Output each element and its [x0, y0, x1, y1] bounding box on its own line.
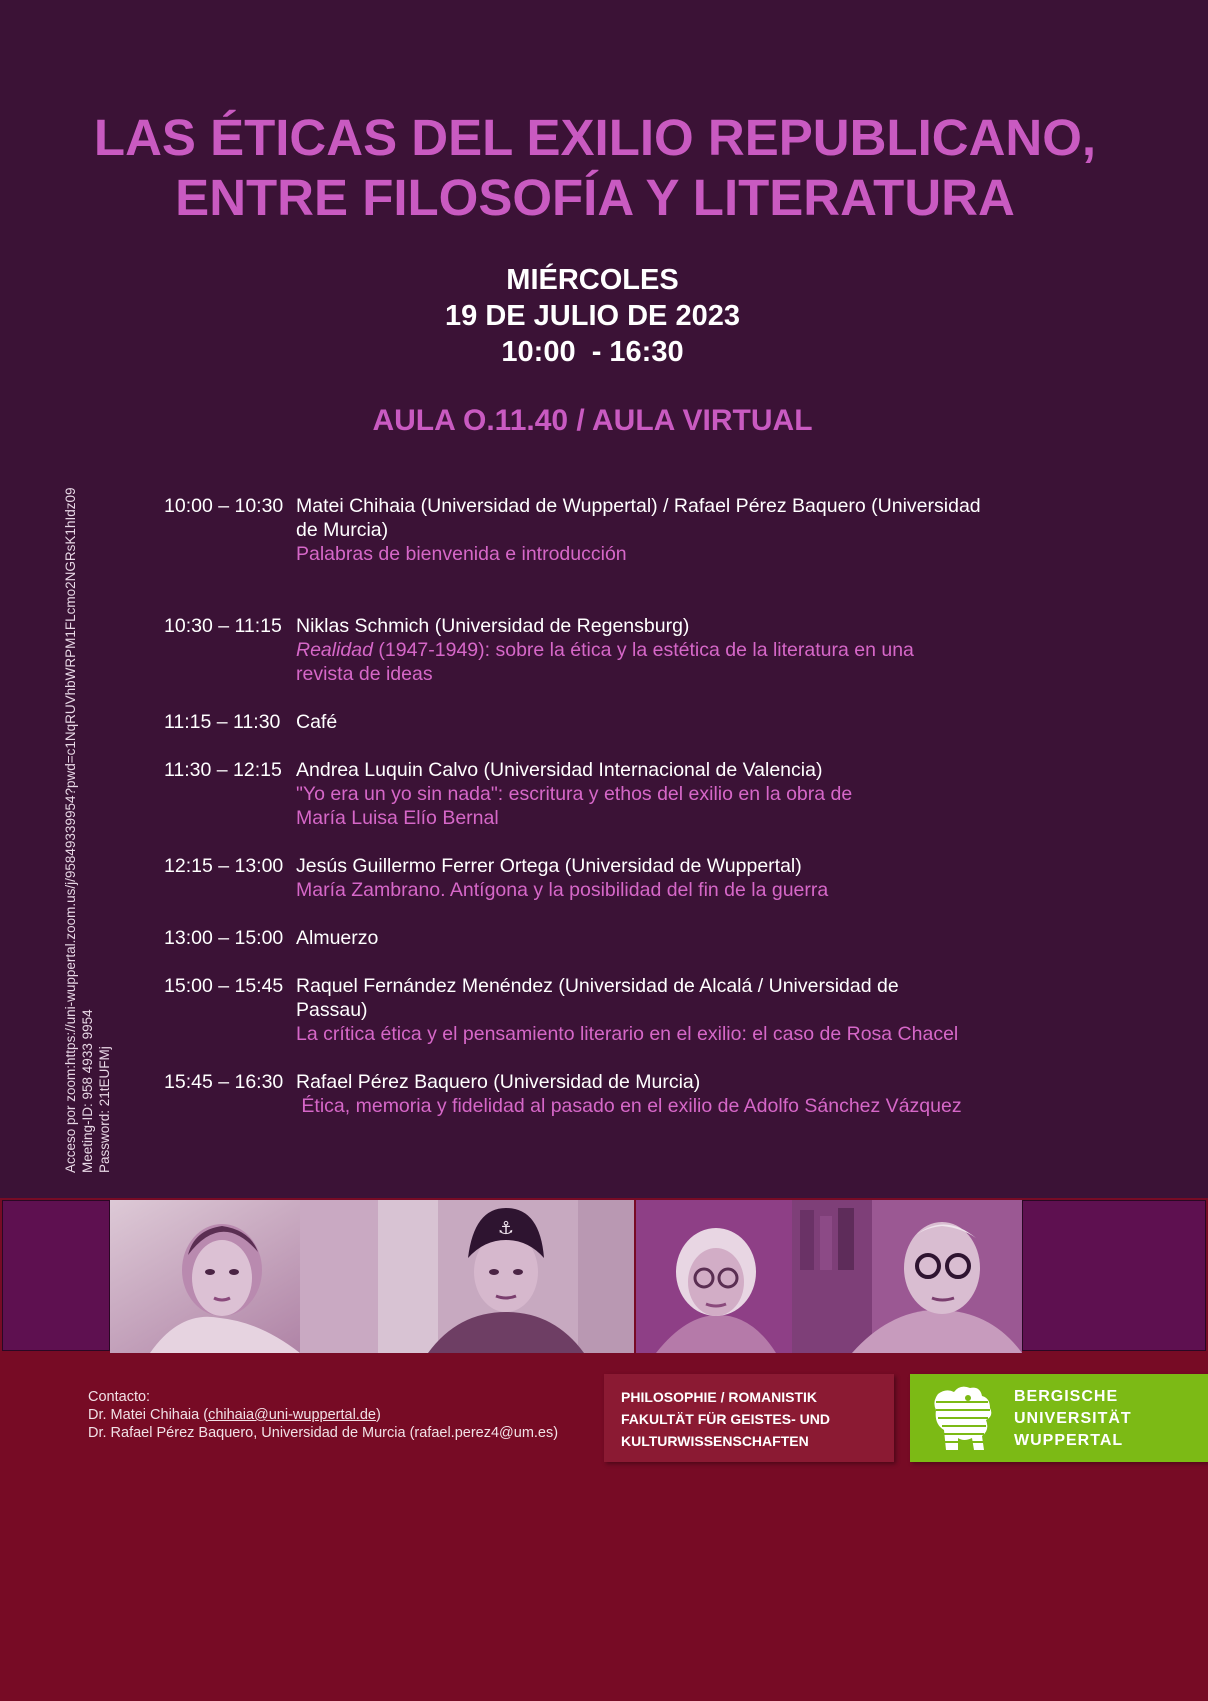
- photo-strip-right-block: [1022, 1200, 1206, 1351]
- program-time: 15:00 – 15:45: [164, 975, 284, 997]
- program-time: 10:00 – 10:30: [164, 495, 284, 517]
- photo-strip-left-block: [2, 1200, 110, 1351]
- program-talk-title: Palabras de bienvenida e introducción: [296, 543, 627, 565]
- contact-email-link[interactable]: chihaia@uni-wuppertal.de: [208, 1407, 376, 1423]
- contact-chihaia: Dr. Matei Chihaia (chihaia@uni-wuppertal.de): [88, 1407, 381, 1423]
- faculty-line-1: PHILOSOPHIE / ROMANISTIK: [621, 1389, 818, 1405]
- portrait-photo: [110, 1200, 378, 1353]
- event-hours: 10:00 - 16:30: [501, 336, 684, 368]
- program-speaker: Raquel Fernández Menéndez (Universidad de Alcalá / Universidad de Passau): [296, 975, 899, 1021]
- portrait-photo: [636, 1200, 792, 1353]
- program-time: 11:15 – 11:30: [164, 711, 281, 733]
- zoom-password: Password: 21tEUFMj: [97, 1046, 112, 1173]
- zoom-meeting-id: Meeting-ID: 958 4933 9954: [80, 1009, 95, 1173]
- university-name-line-2: UNIVERSITÄT: [1014, 1410, 1132, 1427]
- faculty-box: [604, 1374, 894, 1462]
- program-time: 12:15 – 13:00: [164, 855, 284, 877]
- faculty-line-3: KULTURWISSENSCHAFTEN: [621, 1433, 809, 1449]
- university-name: [1014, 1386, 1132, 1452]
- program-talk-title: La crítica ética y el pensamiento literario en el exilio: el caso de Rosa Chacel: [296, 1023, 959, 1045]
- portrait-strip: [0, 1200, 1208, 1353]
- program-break: Café: [296, 711, 338, 733]
- program-speaker: Andrea Luquin Calvo (Universidad Internacional de Valencia): [296, 759, 823, 781]
- event-date: 19 DE JULIO DE 2023: [445, 300, 740, 332]
- event-room: AULA O.11.40 / AULA VIRTUAL: [372, 404, 813, 437]
- portrait-photo: [378, 1200, 634, 1353]
- program-speaker: Matei Chihaia (Universidad de Wuppertal) / Rafael Pérez Baquero (Universidad de Murcia): [296, 495, 981, 541]
- program-speaker: Rafael Pérez Baquero (Universidad de Murcia): [296, 1071, 701, 1093]
- program-talk-title: "Yo era un yo sin nada": escritura y ethos del exilio en la obra de María Luisa Elío Bernal: [296, 783, 853, 829]
- program-talk-title: [296, 638, 936, 686]
- program-speaker: Niklas Schmich (Universidad de Regensburg): [296, 615, 690, 637]
- zoom-link[interactable]: Acceso por zoom:https://uni-wuppertal.zoom.us/j/95849339954?pwd=c1NqRUVhbWRPM1FLcmo2NGRsK1hIdz09: [63, 487, 78, 1173]
- contact-perez-baquero: Dr. Rafael Pérez Baquero, Universidad de Murcia (rafael.perez4@um.es): [88, 1425, 559, 1441]
- program-talk-title: Ética, memoria y fidelidad al pasado en el exilio de Adolfo Sánchez Vázquez: [296, 1095, 962, 1117]
- faculty-line-2: FAKULTÄT FÜR GEISTES- UND: [621, 1411, 830, 1427]
- svg-text:⚓: ⚓: [497, 1218, 515, 1239]
- program-talk-title-italic: Realidad: [296, 639, 373, 661]
- contact-info: [88, 1388, 558, 1442]
- lion-emblem-icon: [924, 1380, 1000, 1456]
- program-time: 13:00 – 15:00: [164, 927, 284, 949]
- program-time: 15:45 – 16:30: [164, 1071, 284, 1093]
- university-logo: [910, 1374, 1208, 1462]
- program-talk-title: María Zambrano. Antígona y la posibilidad del fin de la guerra: [296, 879, 829, 901]
- university-name-line-3: WUPPERTAL: [1014, 1432, 1124, 1449]
- event-weekday: MIÉRCOLES: [506, 264, 679, 296]
- university-name-line-1: BERGISCHE: [1014, 1388, 1119, 1405]
- poster-title-line-1: LAS ÉTICAS DEL EXILIO REPUBLICANO,: [93, 109, 1097, 166]
- program-time: 10:30 – 11:15: [164, 615, 282, 637]
- zoom-access-info: [62, 488, 113, 1173]
- contact-heading: Contacto:: [88, 1389, 151, 1405]
- program-break: Almuerzo: [296, 927, 379, 949]
- portrait-photo: [792, 1200, 1022, 1353]
- program-talk-title-rest: (1947-1949): sobre la ética y la estética de la literatura en una revista de ideas: [296, 639, 914, 685]
- program-time: 11:30 – 12:15: [164, 759, 282, 781]
- program-speaker: Jesús Guillermo Ferrer Ortega (Universidad de Wuppertal): [296, 855, 802, 877]
- poster-title-line-2: ENTRE FILOSOFÍA Y LITERATURA: [175, 169, 1015, 226]
